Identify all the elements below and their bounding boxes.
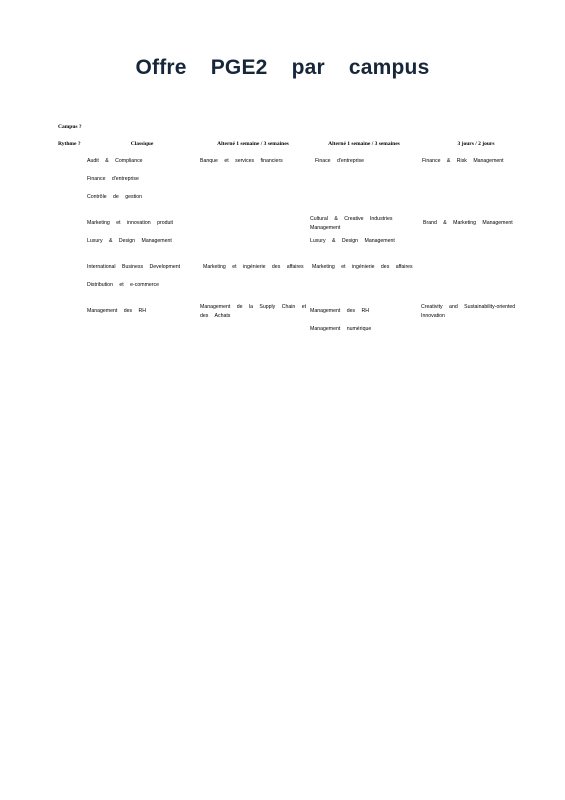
table-cell: Creativity and Sustainability-oriented Innovation [421, 304, 516, 319]
table-cell: Audit & Compliance [87, 158, 143, 164]
table-cell: Distribution et e-commerce [87, 282, 159, 288]
table-cell: International Business Development [87, 264, 181, 270]
table-cell: Marketing et innovation produit [87, 220, 173, 226]
page-title: Offre PGE2 par campus [135, 56, 430, 79]
column-header-alterne-2: Alterné 1 semaine / 3 semaines [328, 141, 400, 147]
table-cell: Banque et services financiers [200, 158, 283, 164]
table-cell: Management des RH [87, 308, 147, 314]
column-header-classique: Classique [130, 141, 154, 147]
table-cell: Marketing et ingénierie des affaires [203, 264, 304, 270]
table-cell: Marketing et ingénierie des affaires [312, 264, 413, 270]
table-cell: Management de la Supply Chain et des Achats [200, 304, 307, 319]
rythme-label: Rythme ? [58, 141, 81, 147]
table-cell: Finace d'entreprise [315, 158, 364, 164]
table-cell: Management numérique [310, 326, 372, 332]
table-cell: Finance & Risk Management [422, 158, 504, 164]
table-cell: Contrôle de gestion [87, 194, 142, 200]
table-cell: Cultural & Creative Industries Management [310, 216, 393, 231]
table-cell: Finance d'entreprise [87, 176, 139, 182]
column-header-alterne-1: Alterné 1 semaine / 3 semaines [217, 141, 289, 147]
table-cell: Luxury & Design Management [87, 238, 172, 244]
campus-label: Campus ? [58, 124, 82, 130]
table-cell: Brand & Marketing Management [423, 220, 513, 226]
column-header-3-2-jours: 3 jours / 2 jours [457, 141, 495, 147]
table-cell: Management des RH [310, 308, 370, 314]
table-cell: Luxury & Design Management [310, 238, 395, 244]
